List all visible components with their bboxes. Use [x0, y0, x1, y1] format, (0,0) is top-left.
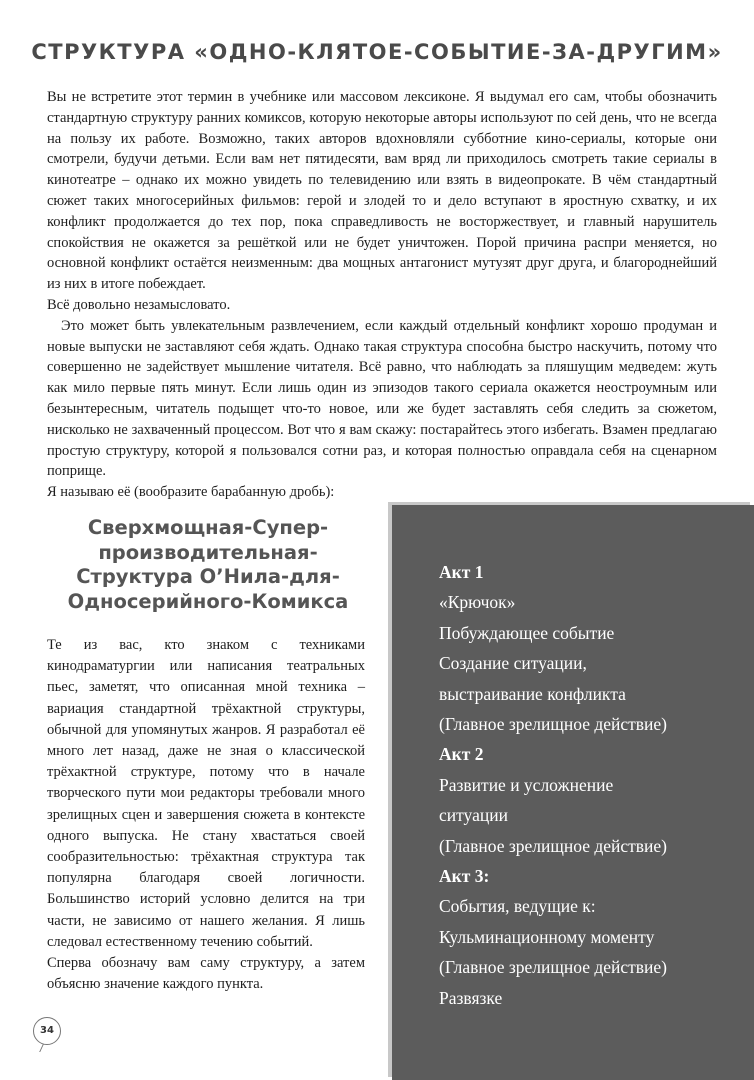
- act-item: (Главное зрелищное действие): [439, 714, 668, 735]
- section-title-line: Односерийного-Комикса: [67, 589, 349, 613]
- act-1-heading: Акт 1: [439, 562, 484, 582]
- body-paragraph: Те из вас, кто знаком с техниками кинодраматургии или написания театральных пьес, заметят, что описанная мной техника – вариация стандартной трёхактной структуры, обычной для упомянутых жанров. Я разработал её много лет назад, даже не зная о классической трёхактной структуре, потому что в начале творческого пути мои редакторы требовали много зрелищных сцен и завершения сюжета в контексте одного выпуска. Не стану хвастаться своей сообразительностью: трёхактная структура так популярна благодаря своей логичности. Большинство историй условно делится на три части, не зависимо от нашего желания. Я лишь следовал естественному течению событий.: [47, 637, 365, 950]
- intro-paragraph: Это может быть увлекательным развлечением, если каждый отдельный конфликт хорошо продуман и новые выпуски не заставляют себя ждать. Однако такая структура способна быстро наскучить, потому что совершенно не задействует мышление читателя. Всё равно, что наблюдать за пляшущим медведем: жуть как мило первые пять минут. Если лишь один из эпизодов такого сериала окажется неостроумным или безынтересным, читатель подыщет что-то новое, или же будет заставлять себя следить за сюжетом, нисколько не захваченный процессом. Вот что я вам скажу: постарайтесь этого избегать. Взамен предлагаю простую структуру, которой я пользовался сотни раз, и которая полностью оправдала себя на сценарном поприще.: [47, 317, 717, 480]
- act-item: Побуждающее событие: [439, 622, 615, 643]
- act-item: выстраивание конфликта: [439, 683, 626, 704]
- act-item: ситуации: [439, 805, 508, 826]
- act-item: События, ведущие к:: [439, 896, 596, 917]
- act-item: Кульминационному моменту: [439, 926, 655, 947]
- act-2-heading: Акт 2: [439, 744, 484, 765]
- act-item: Развитие и усложнение: [439, 774, 614, 795]
- act-item: Развязке: [439, 987, 503, 1008]
- act-item: (Главное зрелищное действие): [439, 957, 668, 978]
- act-item: Создание ситуации,: [439, 653, 587, 674]
- intro-text: [47, 87, 717, 503]
- section-title-line: Структура О’Нила-для-: [76, 565, 340, 588]
- page-heading: СТРУКТУРА «ОДНО-КЛЯТОЕ-СОБЫТИЕ-ЗА-ДРУГИМ»: [31, 40, 723, 64]
- page-number: 34: [33, 1017, 61, 1045]
- act-item: «Крючок»: [439, 592, 516, 613]
- body-paragraph: Сперва обозначу вам саму структуру, а затем объясню значение каждого пункта.: [47, 955, 365, 993]
- section-title-line: производительная-: [98, 540, 318, 564]
- act-structure-panel: [392, 505, 754, 1080]
- act-item: (Главное зрелищное действие): [439, 835, 668, 856]
- body-text: [47, 635, 365, 995]
- section-title-line: Сверхмощная-Супер-: [87, 516, 329, 539]
- act-list: [439, 557, 749, 1013]
- section-title: [47, 516, 369, 614]
- intro-paragraph: Вы не встретите этот термин в учебнике или массовом лексиконе. Я выдумал его сам, чтобы обозначить стандартную структуру ранних комиксов, которую некоторые авторы используют по сей день, что не всегда на пользу их работе. Возможно, таких авторов вдохновляли субботние кино-сериалы, которые они смотрели, будучи детьми. Если вам нет пятидесяти, вам вряд ли приходилось смотреть такие сериалы в кинотеатре – однако их можно увидеть по телевидению или взять в видеопрокате. В чём стандартный сюжет таких многосерийных фильмов: герой и злодей то и дело вступают в яростную схватку, и их конфликт продолжается до тех пор, пока справедливость не восторжествует, и главный нарушитель спокойствия не окажется за решёткой или не будет уничтожен. Порой причина распри меняется, но основной конфликт остаётся неизменным: два мощных антагонист мутузят друг друга, и благороднейший из них в итоге побеждает.: [47, 89, 717, 293]
- intro-paragraph: Всё довольно незамысловато.: [47, 296, 231, 313]
- intro-paragraph: Я называю её (вообразите барабанную дробь):: [47, 484, 335, 501]
- act-3-heading: Акт 3:: [439, 866, 490, 887]
